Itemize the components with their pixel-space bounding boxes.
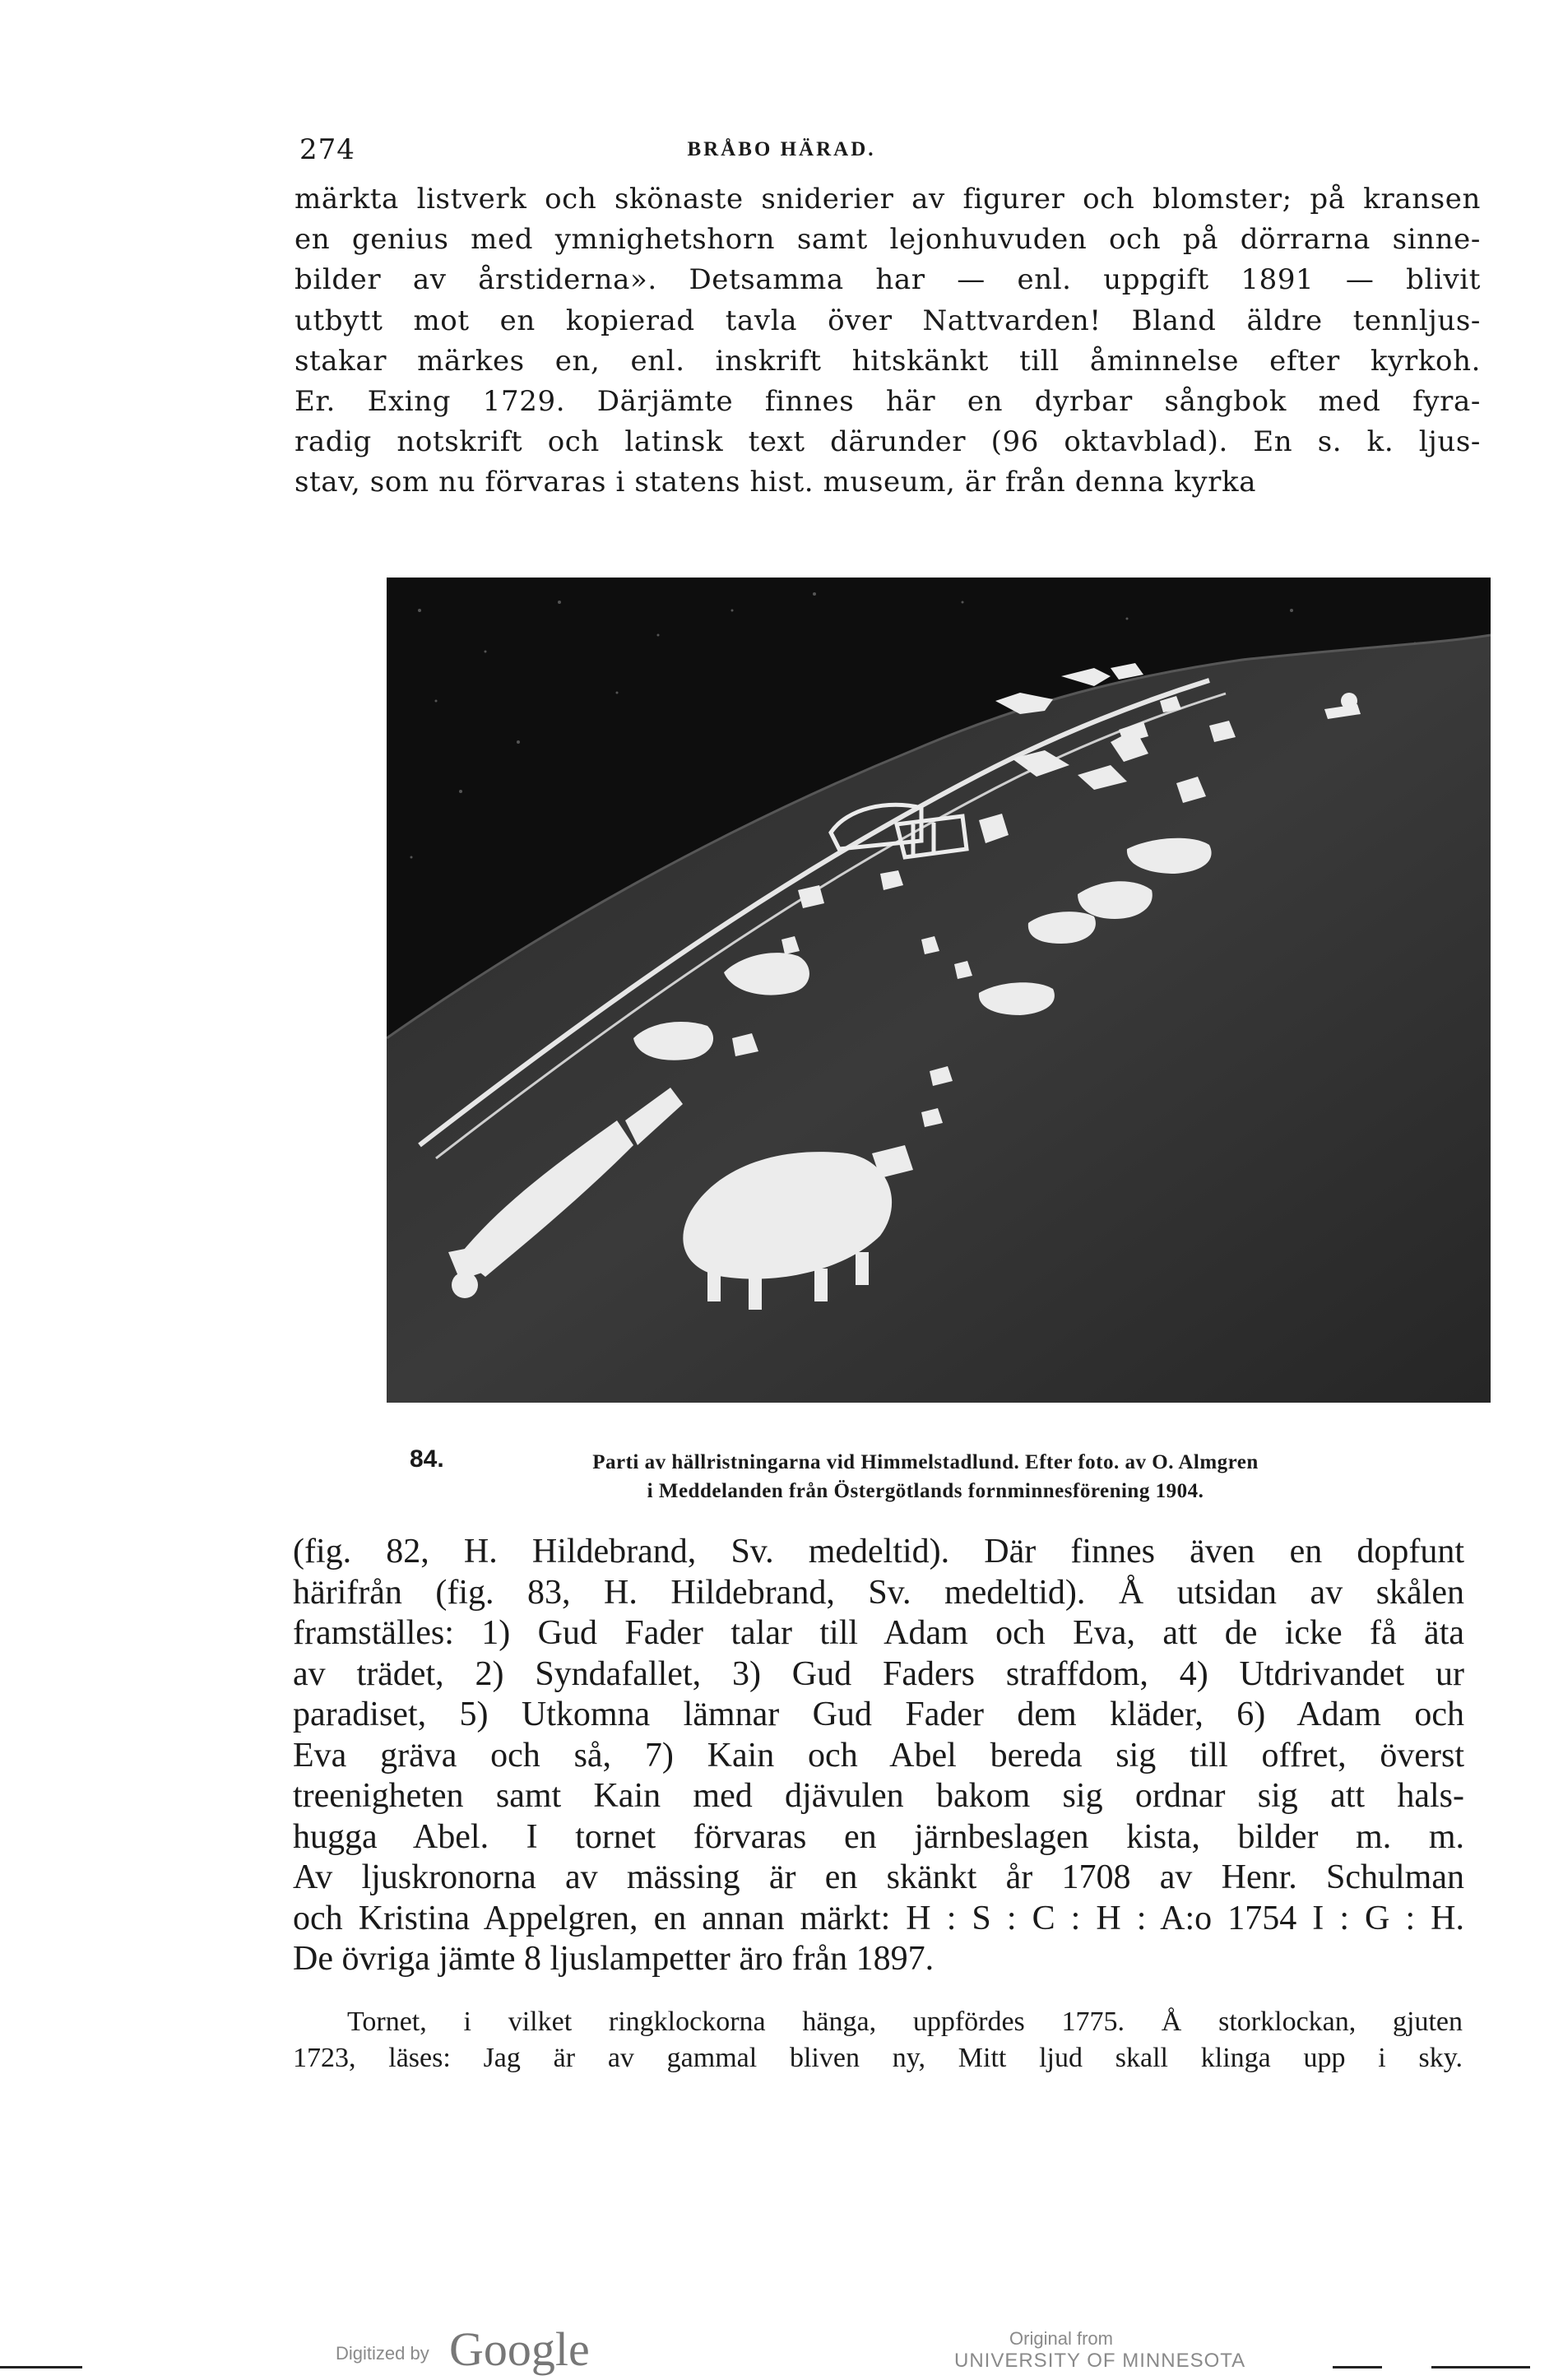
small-print-paragraph bbox=[293, 2004, 1463, 2076]
source-credit bbox=[954, 2328, 1246, 2373]
text-line: paradiset, 5) Utkomna lämnar Gud Fader dem kläder, 6) Adam och bbox=[293, 1696, 1464, 1733]
upper-paragraph bbox=[295, 179, 1481, 503]
text-line: av trädet, 2) Syndafallet, 3) Gud Faders straffdom, 4) Utdrivandet ur bbox=[293, 1654, 1464, 1693]
original-from-label: Original from bbox=[1009, 2328, 1113, 2349]
text-line: radig notskrift och latinsk text därunder (96 oktavblad). En s. k. ljus- bbox=[295, 425, 1481, 459]
scan-edge-mark bbox=[0, 2366, 82, 2368]
page-number: 274 bbox=[299, 133, 355, 166]
text-line: Tornet, i vilket ringklockorna hänga, uppfördes 1775. Å storklockan, gjuten bbox=[347, 2007, 1463, 2037]
text-line: härifrån (fig. 83, H. Hildebrand, Sv. medeltid). Å utsidan av skålen bbox=[293, 1573, 1464, 1612]
text-line: stav, som nu förvaras i statens hist. museum, är från denna kyrka bbox=[295, 466, 1257, 499]
running-head: BRÅBO HÄRAD. bbox=[687, 138, 876, 160]
photograph-image bbox=[387, 578, 1491, 1403]
text-line: bilder av årstiderna». Detsamma har — enl. uppgift 1891 — blivit bbox=[295, 263, 1481, 297]
text-line: Er. Exing 1729. Därjämte finnes här en dyrbar sångbok med fyra- bbox=[295, 385, 1481, 419]
lower-paragraph bbox=[293, 1532, 1464, 1980]
text-line: en genius med ymnighetshorn samt lejonhuvuden och på dörrarna sinne- bbox=[295, 223, 1481, 257]
google-logo: Google bbox=[449, 2322, 590, 2376]
text-line: (fig. 82, H. Hildebrand, Sv. medeltid). Där finnes även en dopfunt bbox=[293, 1533, 1464, 1570]
text-line: och Kristina Appelgren, en annan märkt: H : S : C : H : A:o 1754 I : G : H. bbox=[293, 1899, 1464, 1937]
caption-line: i Meddelanden från Östergötlands fornminnesförening 1904. bbox=[647, 1480, 1204, 1502]
text-line: Eva gräva och så, 7) Kain och Abel bereda sig till offret, överst bbox=[293, 1736, 1464, 1775]
text-line: De övriga jämte 8 ljuslampetter äro från 1897. bbox=[293, 1940, 935, 1978]
rock-carving-photograph bbox=[387, 578, 1491, 1403]
scan-edge-mark bbox=[1333, 2366, 1382, 2368]
text-line: märkta listverk och skönaste sniderier av figurer och blomster; på kransen bbox=[295, 183, 1481, 216]
figure-caption bbox=[444, 1448, 1407, 1505]
scan-edge-mark bbox=[1431, 2366, 1530, 2368]
text-line: stakar märkes en, enl. inskrift hitskänkt till åminnelse efter kyrkoh. bbox=[295, 344, 1481, 378]
university-label: UNIVERSITY OF MINNESOTA bbox=[954, 2350, 1246, 2372]
figure-number: 84. bbox=[410, 1445, 444, 1473]
text-line: framställes: 1) Gud Fader talar till Adam och Eva, att de icke få äta bbox=[293, 1614, 1464, 1652]
text-line: hugga Abel. I tornet förvaras en järnbeslagen kista, bilder m. m. bbox=[293, 1817, 1464, 1856]
text-line: 1723, läses: Jag är av gammal bliven ny, Mitt ljud skall klinga upp i sky. bbox=[293, 2043, 1463, 2073]
digitized-by-label: Digitized by bbox=[336, 2343, 429, 2364]
text-line: treenigheten samt Kain med djävulen bakom sig ordnar sig att hals- bbox=[293, 1777, 1464, 1815]
text-line: Av ljuskronorna av mässing är en skänkt år 1708 av Henr. Schulman bbox=[293, 1858, 1464, 1896]
text-line: utbytt mot en kopierad tavla över Nattvarden! Bland äldre tennljus- bbox=[295, 304, 1481, 337]
caption-line: Parti av hällristningarna vid Himmelstadlund. Efter foto. av O. Almgren bbox=[592, 1451, 1259, 1473]
